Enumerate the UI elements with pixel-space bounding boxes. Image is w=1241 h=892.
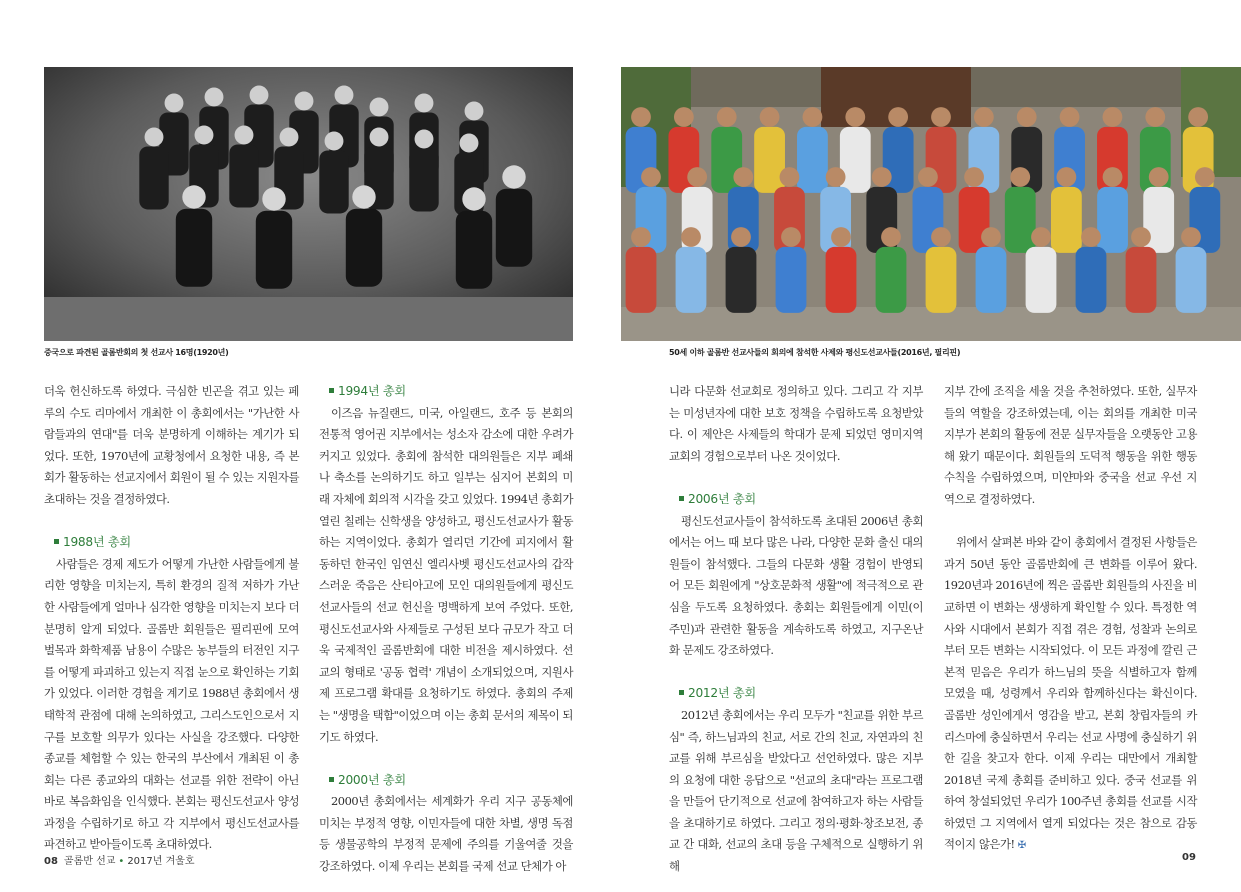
historic-group-photo: [44, 67, 573, 341]
text-column-1: [44, 381, 299, 856]
paragraph: 사람들은 경제 제도가 어떻게 가난한 사람들에게 불리한 영향을 미치는지, 특히 환경의 질적 저하가 가난한 사람들에게 얼마나 심각한 영향을 미치는지 보다 더 분명히 알게 되었다. 골롬반 회원들은 필리핀에 모여 벌목과 화학제품 남용이 수많은 농부들의 터전인 지구를 어떻게 파괴하고 있는지 직접 눈으로 확인하는 기회가 있었다. 이러한 경험을 계기로 1988년 총회에서 생태학적 관점에 대해 논의하였고, 그리스도인으로서 지구를 보호할 의무가 있다는 사실을 강조했다. 다양한 종교를 체험할 수 있는 한국의 부산에서 개최된 이 총회는 다른 종교와의 대화는 선교를 위한 전략이 아닌 바로 복음화임을 인식했다. 본회는 평신도선교사 양성 과정을 수립하기로 하고 각 지부에서 평신도선교사를 파견하고 받아들이도록 초대하였다.: [44, 556, 299, 852]
paragraph: 위에서 살펴본 바와 같이 총회에서 결정된 사항들은 과거 50년 동안 골롬반회에 큰 변화를 이루어 왔다. 1920년과 2016년에 찍은 골롬반 회원들의 사진을 비교하면 이 변화는 생생하게 확인할 수 있다. 특정한 역사와 시대에서 본회가 직접 겪은 경험, 성찰과 논의로부터 모든 변화는 시작되었다. 이 모든 과정에 깔린 근본적 믿음은 우리가 하느님의 뜻을 식별하고자 함께 모였을 때, 성령께서 우리와 함께하신다는 확신이다. 골롬반 성인에게서 영감을 받고, 본회 창립자들의 카리스마에 충실하면서 우리는 선교 사명에 충실하기 위한 길을 찾고자 한다. 이제 우리는 대만에서 개최할 2018년 국제 총회를 준비하고 있다. 중국 선교를 위하여 창설되었던 우리가 100주년 총회를 선교를 시작하였던 그 지역에서 열게 되었다는 것은 참으로 감동적이지 않은가! ✠: [944, 535, 1197, 852]
paragraph: 더욱 헌신하도록 하였다. 극심한 빈곤을 겪고 있는 페루의 수도 리마에서 개최한 이 총회에서는 "가난한 사람들과의 연대"를 더욱 분명하게 이해하는 계기가 되었다. 또한, 1970년에 교황청에서 요청한 내용, 즉 본회가 활동하는 선교지에서 회원이 될 수 있는 지원자를 초대하는 것을 결정하였다.: [44, 384, 299, 506]
end-mark-icon: ✠: [1017, 840, 1026, 852]
square-bullet-icon: [329, 777, 334, 782]
footer-left: [44, 852, 195, 867]
paragraph: 2012년 총회에서는 우리 모두가 "친교를 위한 부르심" 즉, 하느님과의 친교, 서로 간의 친교, 자연과의 친교를 위해 부르심을 받았다고 선언하였다. 많은 지부의 요청에 대한 응답으로 "선교의 초대"라는 프로그램을 만들어 단기적으로 선교에 참여하고자 하는 사람들을 초대하기로 하였다. 그리고 정의·평화·창조보전, 종교 간 대화, 선교의 초대 등을 구체적으로 실행하기 위해: [669, 707, 923, 874]
footer-right: [1182, 852, 1196, 863]
modern-group-photo: [621, 67, 1241, 341]
page-number-left: 08: [44, 856, 58, 867]
page-number-right: 09: [1182, 852, 1196, 863]
issue-label: 2017년 겨울호: [127, 856, 195, 867]
right-photo-caption: 50세 이하 골롬반 선교사들의 회의에 참석한 사제와 평신도선교사들(2016년, 필리핀): [669, 348, 961, 357]
text-column-3: [669, 381, 923, 878]
section-heading-1988: 1988년 총회: [44, 532, 299, 554]
paragraph: 니라 다문화 선교회로 정의하고 있다. 그리고 각 지부는 미성년자에 대한 보호 정책을 수립하도록 요청받았다. 이 제안은 사제들의 학대가 문제 되었던 영미지역 교회의 경험으로부터 나온 것이었다.: [669, 384, 923, 463]
separator-dot-icon: •: [118, 856, 125, 867]
paragraph: 평신도선교사들이 참석하도록 초대된 2006년 총회에서는 어느 때 보다 많은 나라, 다양한 문화 출신 대의원들이 참석했다. 그들의 다문화 생활 경험이 반영되어 모든 회원에게 "상호문화적 생활"에 적극적으로 관심을 두도록 요청하였다. 총회는 회원들에게 이민(이주민)과 관련한 활동을 계속하도록 하였고, 지구온난화 문제도 강조하였다.: [669, 513, 923, 658]
paragraph: 2000년 총회에서는 세계화가 우리 지구 공동체에 미치는 부정적 영향, 이민자들에 대한 차별, 생명 독점 등 생물공학의 부정적 문제에 주의를 기울여줄 것을 강조하였다. 이제 우리는 본회를 국제 선교 단체가 아: [319, 794, 573, 874]
text-column-2: [319, 381, 573, 878]
section-heading-1994: 1994년 총회: [319, 381, 573, 403]
square-bullet-icon: [679, 496, 684, 501]
left-photo-caption: 중국으로 파견된 골롬반회의 첫 선교사 16명(1920년): [44, 348, 229, 357]
square-bullet-icon: [54, 539, 59, 544]
square-bullet-icon: [679, 690, 684, 695]
section-heading-2000: 2000년 총회: [319, 770, 573, 792]
paragraph: 지부 간에 조직을 세울 것을 추천하였다. 또한, 실무자들의 역할을 강조하였는데, 이는 회의를 개최한 미국 지부가 본회의 활동에 전문 실무자들을 오랫동안 고용해 왔기 때문이다. 회원들의 도덕적 행동을 위한 행동수칙을 수립하였으며, 미얀마와 중국을 선교 우선 지역으로 결정하였다.: [944, 384, 1197, 506]
paragraph: 이즈음 뉴질랜드, 미국, 아일랜드, 호주 등 본회의 전통적 영어권 지부에서는 성소자 감소에 대한 우려가 커지고 있었다. 총회에 참석한 대의원들은 지부 폐쇄나 축소를 논의하기도 하고 일부는 심지어 본회의 미래 자체에 회의적 시각을 갖고 있었다. 1994년 총회가 열린 칠레는 신학생을 양성하고, 평신도선교사가 활동하는 지역이었다. 총회가 열리던 기간에 피지에서 활동하던 한국인 임연신 엘리사벳 평신도선교사의 갑작스러운 죽음은 산티아고에 모인 대의원들에게 평신도선교사들의 선교 헌신을 명백하게 보여 주었다. 또한, 평신도선교사와 사제들로 구성된 보다 규모가 작고 더욱 국제적인 골롬반회에 대한 비전을 제시하였다. 선교의 형태로 '공동 협력' 개념이 소개되었으며, 지원사제 프로그램 확대를 요청하기도 하였다. 총회의 주제는 "생명을 택함"이었으며 이는 총회 문서의 제목이 되기도 하였다.: [319, 405, 573, 744]
text-column-4: [944, 381, 1197, 857]
magazine-name: 골롬반 선교: [63, 856, 116, 867]
section-heading-2006: 2006년 총회: [669, 489, 923, 511]
section-heading-2012: 2012년 총회: [669, 683, 923, 705]
square-bullet-icon: [329, 388, 334, 393]
